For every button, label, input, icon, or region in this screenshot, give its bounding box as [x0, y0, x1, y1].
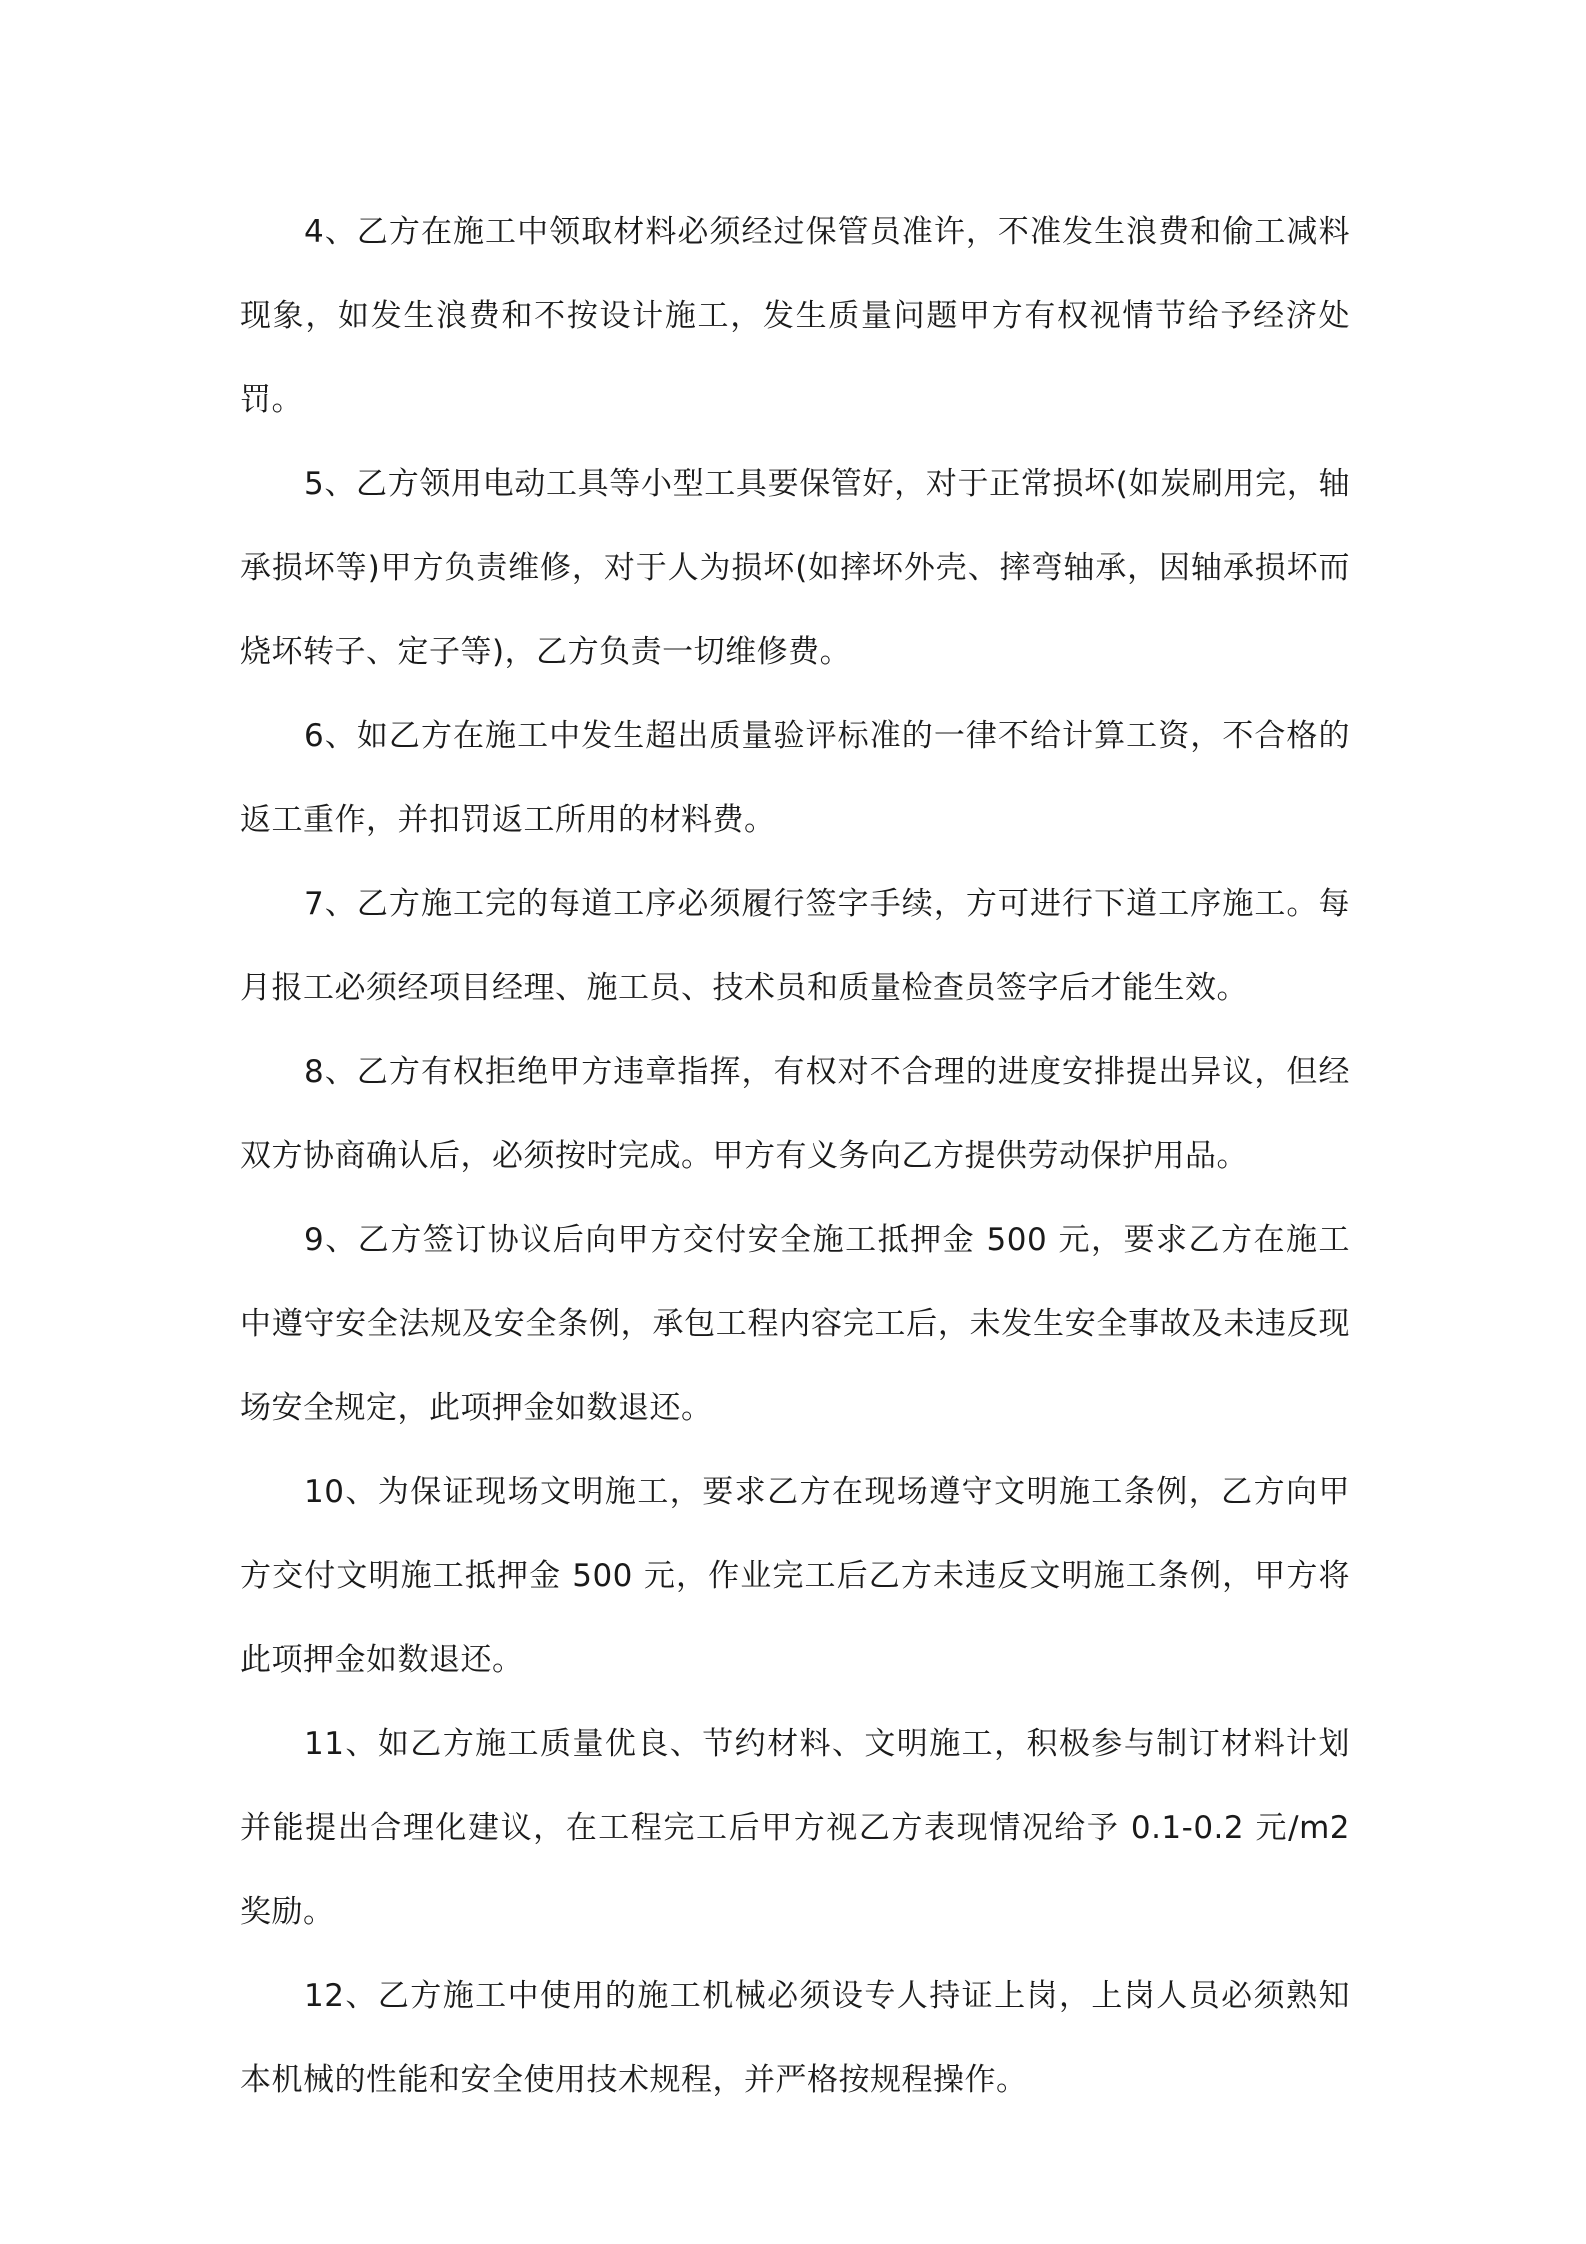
- clause-11: 11、如乙方施工质量优良、节约材料、文明施工，积极参与制订材料计划并能提出合理化建议，在工程完工后甲方视乙方表现情况给予 0.1-0.2 元/m2 奖励。: [240, 1726, 1350, 1930]
- clause-8: 8、乙方有权拒绝甲方违章指挥，有权对不合理的进度安排提出异议，但经双方协商确认后，必须按时完成。甲方有义务向乙方提供劳动保护用品。: [240, 1054, 1350, 1174]
- clause-4: 4、乙方在施工中领取材料必须经过保管员准许，不准发生浪费和偷工减料现象，如发生浪费和不按设计施工，发生质量问题甲方有权视情节给予经济处罚。: [240, 214, 1350, 418]
- document-body: [240, 190, 1350, 2122]
- clause-7: 7、乙方施工完的每道工序必须履行签字手续，方可进行下道工序施工。每月报工必须经项目经理、施工员、技术员和质量检查员签字后才能生效。: [240, 886, 1350, 1006]
- clause-12: 12、乙方施工中使用的施工机械必须设专人持证上岗，上岗人员必须熟知本机械的性能和安全使用技术规程，并严格按规程操作。: [240, 1978, 1350, 2098]
- clause-9: 9、乙方签订协议后向甲方交付安全施工抵押金 500 元，要求乙方在施工中遵守安全法规及安全条例，承包工程内容完工后，未发生安全事故及未违反现场安全规定，此项押金如数退还。: [240, 1222, 1350, 1426]
- clause-6: 6、如乙方在施工中发生超出质量验评标准的一律不给计算工资，不合格的返工重作，并扣罚返工所用的材料费。: [240, 718, 1350, 838]
- clause-10: 10、为保证现场文明施工，要求乙方在现场遵守文明施工条例，乙方向甲方交付文明施工抵押金 500 元，作业完工后乙方未违反文明施工条例，甲方将此项押金如数退还。: [240, 1474, 1350, 1678]
- clause-5: 5、乙方领用电动工具等小型工具要保管好，对于正常损坏(如炭刷用完，轴承损坏等)甲方负责维修，对于人为损坏(如摔坏外壳、摔弯轴承，因轴承损坏而烧坏转子、定子等)，乙方负责一切维修费。: [240, 466, 1350, 670]
